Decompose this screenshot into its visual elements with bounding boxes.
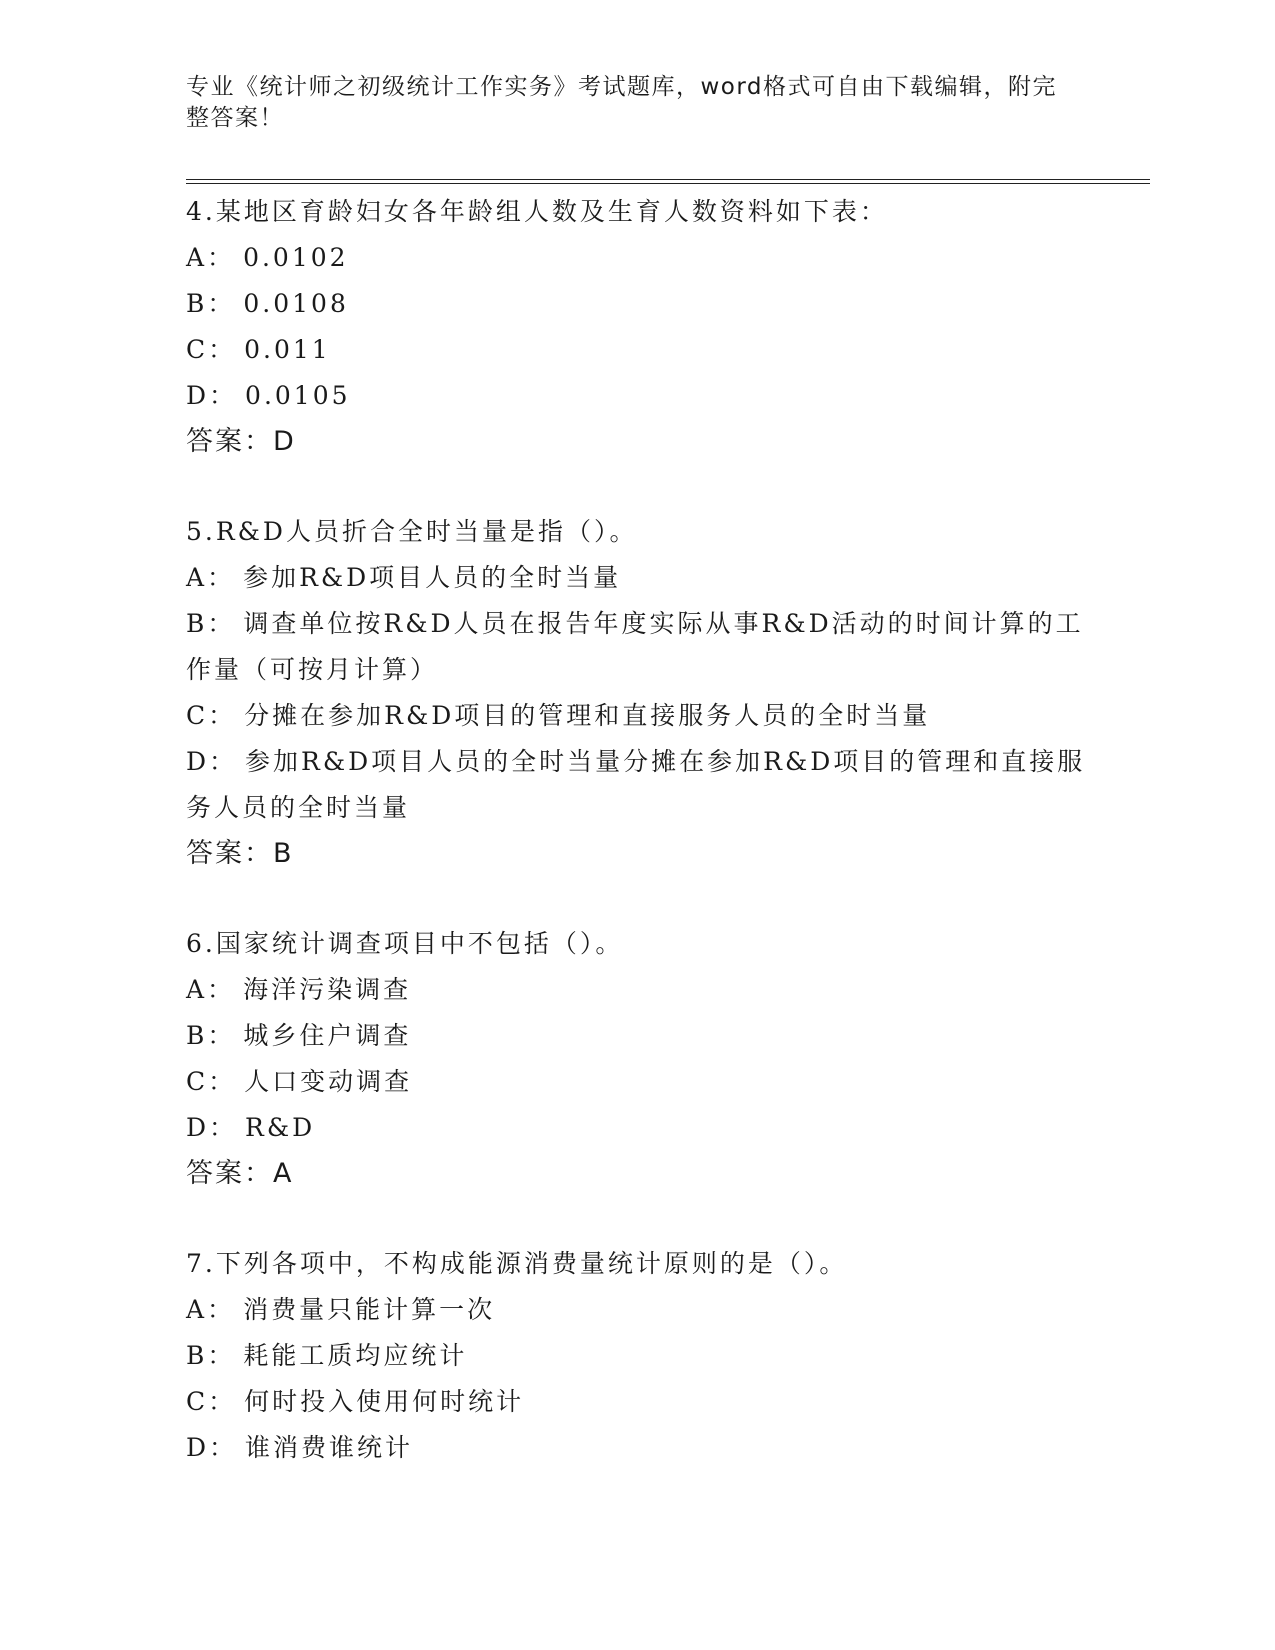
option-text: R&D xyxy=(245,1113,316,1142)
option-b xyxy=(186,1013,1086,1059)
option-letter: B： xyxy=(186,289,236,318)
option-letter: A： xyxy=(186,243,236,272)
option-letter: B： xyxy=(186,1341,236,1370)
header-text: 专业《统计师之初级统计工作实务》考试题库，word格式可自由下载编辑，附完整答案！ xyxy=(186,74,1058,131)
option-a xyxy=(186,1287,1086,1333)
answer: 答案：A xyxy=(186,1158,294,1189)
document-header xyxy=(186,72,1066,134)
option-letter: D： xyxy=(186,1433,238,1462)
option-letter: A： xyxy=(186,1295,236,1324)
question-stem: 5.R&D人员折合全时当量是指（）。 xyxy=(186,517,638,546)
option-letter: D： xyxy=(186,747,238,776)
option-d xyxy=(186,1105,1086,1151)
option-b xyxy=(186,601,1086,693)
question-7 xyxy=(186,1241,1086,1471)
question-5 xyxy=(186,509,1086,877)
option-letter: D： xyxy=(186,1113,238,1142)
option-c xyxy=(186,693,1086,739)
option-text: 0.0102 xyxy=(243,243,349,272)
option-letter: D： xyxy=(186,381,238,410)
option-text: 0.0105 xyxy=(245,381,351,410)
option-text: 参加R&D项目人员的全时当量 xyxy=(243,563,622,592)
option-text: 城乡住户调查 xyxy=(243,1021,412,1050)
question-6 xyxy=(186,921,1086,1197)
question-list xyxy=(186,189,1086,1515)
option-d xyxy=(186,1425,1086,1471)
option-text: 谁消费谁统计 xyxy=(245,1433,414,1462)
option-text: 耗能工质均应统计 xyxy=(243,1341,468,1370)
option-letter: C： xyxy=(186,1387,237,1416)
option-c xyxy=(186,327,1086,373)
option-letter: A： xyxy=(186,975,236,1004)
option-a xyxy=(186,967,1086,1013)
option-a xyxy=(186,555,1086,601)
option-letter: C： xyxy=(186,1067,237,1096)
option-text: 调查单位按R&D人员在报告年度实际从事R&D活动的时间计算的工作量（可按月计算） xyxy=(186,609,1084,684)
question-4 xyxy=(186,189,1086,465)
option-d xyxy=(186,373,1086,419)
option-c xyxy=(186,1379,1086,1425)
option-d xyxy=(186,739,1086,831)
option-text: 0.011 xyxy=(244,335,331,364)
answer: 答案：D xyxy=(186,426,296,457)
option-text: 海洋污染调查 xyxy=(243,975,412,1004)
option-c xyxy=(186,1059,1086,1105)
option-letter: B： xyxy=(186,609,236,638)
option-text: 消费量只能计算一次 xyxy=(243,1295,496,1324)
option-letter: A： xyxy=(186,563,236,592)
answer: 答案：B xyxy=(186,838,294,869)
option-text: 参加R&D项目人员的全时当量分摊在参加R&D项目的管理和直接服务人员的全时当量 xyxy=(186,747,1086,822)
option-b xyxy=(186,1333,1086,1379)
header-divider xyxy=(186,179,1150,180)
option-letter: C： xyxy=(186,701,237,730)
option-text: 分摊在参加R&D项目的管理和直接服务人员的全时当量 xyxy=(244,701,931,730)
option-letter: B： xyxy=(186,1021,236,1050)
question-stem: 7.下列各项中，不构成能源消费量统计原则的是（）。 xyxy=(186,1249,848,1278)
header-divider-second xyxy=(186,183,1150,184)
question-stem: 6.国家统计调查项目中不包括（）。 xyxy=(186,929,624,958)
option-text: 何时投入使用何时统计 xyxy=(244,1387,525,1416)
option-text: 人口变动调查 xyxy=(244,1067,413,1096)
option-letter: C： xyxy=(186,335,237,364)
question-stem: 4.某地区育龄妇女各年龄组人数及生育人数资料如下表： xyxy=(186,197,888,226)
option-a xyxy=(186,235,1086,281)
option-text: 0.0108 xyxy=(243,289,349,318)
option-b xyxy=(186,281,1086,327)
